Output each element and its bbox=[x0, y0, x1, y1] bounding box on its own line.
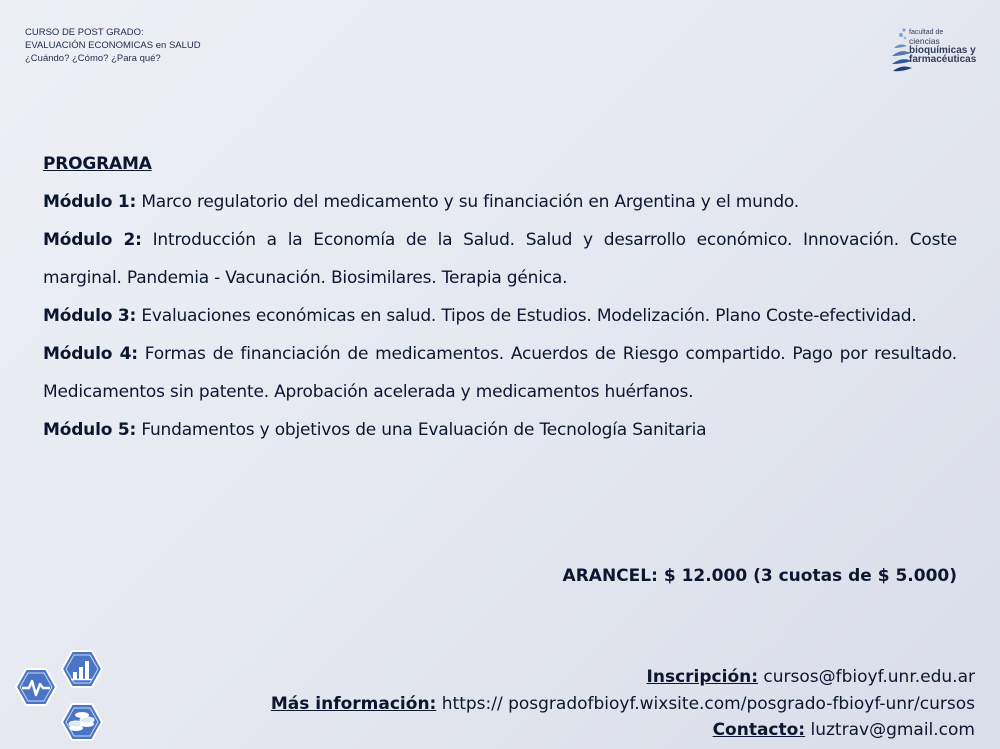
module-4-text: Formas de financiación de medicamentos. Acuerdos de Riesgo compartido. Pago por resultado. Medicamentos sin patente. Aprobación acelerada y medicamentos huérfanos. bbox=[43, 344, 957, 402]
coins-icon bbox=[62, 704, 102, 740]
contact-line bbox=[271, 717, 975, 744]
faculty-logo bbox=[891, 26, 977, 72]
header-line-1: CURSO DE POST GRADO: bbox=[25, 27, 144, 38]
course-header bbox=[25, 26, 201, 65]
logo-line-4: farmacéuticas bbox=[909, 54, 977, 65]
inscription-label: Inscripción: bbox=[646, 667, 759, 687]
contact-section bbox=[271, 664, 975, 744]
program-title: PROGRAMA bbox=[43, 154, 152, 174]
bar-chart-icon bbox=[62, 651, 102, 687]
module-4-label: Módulo 4: bbox=[43, 344, 138, 364]
module-4 bbox=[43, 335, 957, 411]
info-label: Más información: bbox=[270, 693, 437, 714]
module-2-text: Introducción a la Economía de la Salud. Salud y desarrollo económico. Innovación. Coste marginal. Pandemia - Vacunación. Biosimilares. Terapia génica. bbox=[43, 230, 957, 288]
header-line-2: EVALUACIÓN ECONOMICAS en SALUD bbox=[25, 40, 201, 51]
module-1-label: Módulo 1: bbox=[43, 192, 137, 212]
logo-line-3: bioquímicas y bbox=[909, 45, 976, 56]
contact-label: Contacto: bbox=[712, 720, 806, 740]
module-2 bbox=[43, 221, 957, 297]
module-1 bbox=[43, 183, 957, 221]
fee-text: ARANCEL: $ 12.000 (3 cuotas de $ 5.000) bbox=[562, 566, 957, 586]
inscription-line bbox=[271, 664, 975, 691]
program-section bbox=[43, 145, 957, 449]
decorative-icons bbox=[12, 650, 112, 745]
module-1-text: Marco regulatorio del medicamento y su financiación en Argentina y el mundo. bbox=[136, 192, 800, 212]
module-3 bbox=[43, 297, 957, 335]
module-5-text: Fundamentos y objetivos de una Evaluación de Tecnología Sanitaria bbox=[136, 420, 707, 440]
inscription-email-link[interactable]: cursos@fbioyf.unr.edu.ar bbox=[758, 667, 975, 687]
info-line bbox=[271, 691, 975, 718]
module-3-text: Evaluaciones económicas en salud. Tipos de Estudios. Modelización. Plano Coste-efectividad. bbox=[136, 306, 917, 326]
module-3-label: Módulo 3: bbox=[43, 306, 137, 326]
module-5-label: Módulo 5: bbox=[43, 420, 137, 440]
heartbeat-icon bbox=[16, 669, 56, 705]
header-line-3: ¿Cuándo? ¿Cómo? ¿Para qué? bbox=[25, 53, 161, 64]
logo-line-1: facultad de bbox=[909, 29, 944, 36]
logo-line-2: ciencias bbox=[909, 36, 940, 46]
module-2-label: Módulo 2: bbox=[43, 230, 142, 250]
info-url-link[interactable]: https:// posgradofbioyf.wixsite.com/posgrado-fbioyf-unr/cursos bbox=[436, 693, 975, 714]
logo-text bbox=[909, 28, 976, 64]
contact-email-link[interactable]: luztrav@gmail.com bbox=[805, 720, 975, 740]
module-5 bbox=[43, 411, 957, 449]
